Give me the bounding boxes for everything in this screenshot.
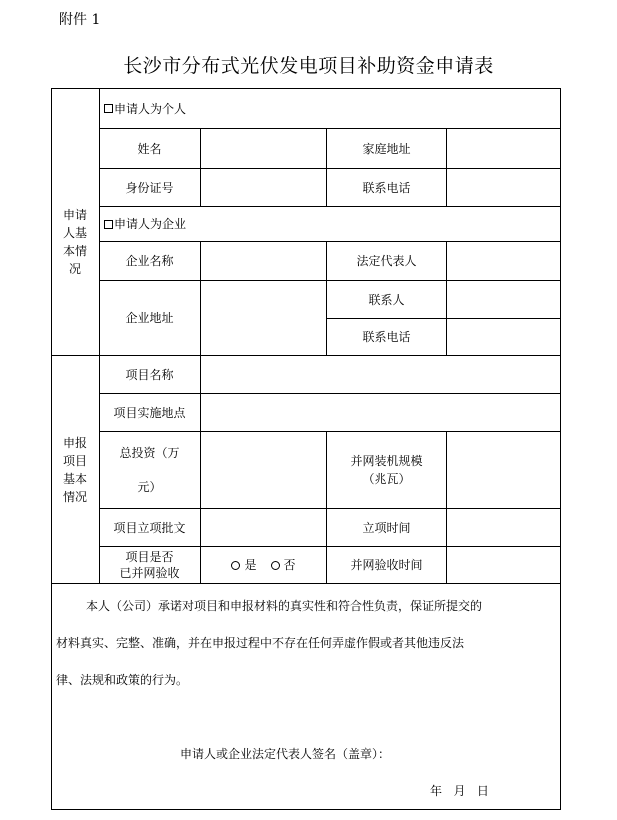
checkbox-icon[interactable]: [104, 104, 113, 113]
home-address-label: 家庭地址: [362, 141, 411, 156]
legal-rep-label: 法定代表人: [356, 254, 417, 268]
individual-option-label: 申请人为个人: [114, 101, 187, 116]
company-address-field[interactable]: [201, 281, 326, 355]
approval-doc-label: 项目立项批文: [113, 520, 186, 535]
acceptance-time-field[interactable]: [447, 547, 561, 583]
company-name-label: 企业名称: [125, 254, 174, 268]
company-name-field[interactable]: [201, 242, 326, 280]
project-name-field[interactable]: [201, 356, 561, 393]
legal-rep-field[interactable]: [447, 242, 561, 280]
section-label-applicant: 申请人基本情况: [62, 208, 87, 276]
grid-accepted-options: [201, 547, 326, 583]
company-phone-label: 联系电话: [362, 330, 411, 344]
grid-capacity-field[interactable]: [447, 432, 561, 508]
grid-capacity-label-line1: 并网装机规模: [350, 454, 423, 468]
grid-accepted-label: [99, 547, 200, 583]
approval-doc-field[interactable]: [201, 509, 326, 546]
total-investment-label-line1: 总投资（万: [119, 446, 180, 460]
no-option[interactable]: [271, 556, 296, 574]
id-number-label: 身份证号: [125, 180, 174, 195]
grid-capacity-label: [327, 432, 446, 508]
name-label: 姓名: [137, 141, 162, 156]
total-investment-label-line2: 元）: [137, 480, 162, 494]
grid-accepted-label-line1: 项目是否: [125, 550, 174, 564]
section-label-project: 申报项目基本情况: [62, 435, 87, 504]
total-investment-label: [99, 432, 200, 508]
phone-field[interactable]: [447, 169, 561, 206]
total-investment-field[interactable]: [201, 432, 326, 508]
radio-icon[interactable]: [231, 561, 240, 570]
id-number-field[interactable]: [201, 169, 326, 206]
contact-label: 联系人: [368, 292, 405, 307]
project-name-label: 项目名称: [125, 367, 174, 382]
date-line: 年 月 日: [430, 784, 489, 798]
yes-option[interactable]: [231, 556, 256, 574]
radio-icon[interactable]: [271, 561, 280, 570]
grid-accepted-label-line2: 已并网验收: [119, 566, 180, 580]
no-option-label: 否: [283, 558, 296, 572]
enterprise-option[interactable]: [104, 207, 404, 241]
project-location-label: 项目实施地点: [113, 405, 186, 420]
yes-option-label: 是: [244, 558, 257, 572]
attachment-label: 附件 1: [59, 12, 101, 28]
declaration-line-3: 律、法规和政策的行为。: [56, 673, 189, 687]
approval-time-field[interactable]: [447, 509, 561, 546]
name-field[interactable]: [201, 129, 326, 168]
enterprise-option-label: 申请人为企业: [114, 217, 187, 231]
checkbox-icon[interactable]: [104, 220, 113, 229]
signature-label: 申请人或企业法定代表人签名（盖章）：: [180, 747, 391, 761]
project-location-field[interactable]: [201, 394, 561, 431]
form-title: 长沙市分布式光伏发电项目补助资金申请表: [123, 55, 494, 77]
individual-option[interactable]: [104, 89, 404, 128]
grid-capacity-label-line2: （兆瓦）: [362, 472, 411, 486]
section-divider: [51, 583, 561, 584]
company-phone-field[interactable]: [447, 319, 561, 355]
declaration-line-2: 材料真实、完整、准确，并在申报过程中不存在任何弄虚作假或者其他违反法: [56, 636, 465, 650]
contact-field[interactable]: [447, 281, 561, 318]
acceptance-time-label: 并网验收时间: [350, 558, 423, 572]
declaration-line-1: 本人（公司）承诺对项目和申报材料的真实性和符合性负责，保证所提交的: [86, 599, 483, 613]
approval-time-label: 立项时间: [362, 520, 411, 535]
home-address-field[interactable]: [447, 129, 561, 168]
phone-label: 联系电话: [362, 180, 411, 195]
company-address-label: 企业地址: [125, 311, 174, 325]
